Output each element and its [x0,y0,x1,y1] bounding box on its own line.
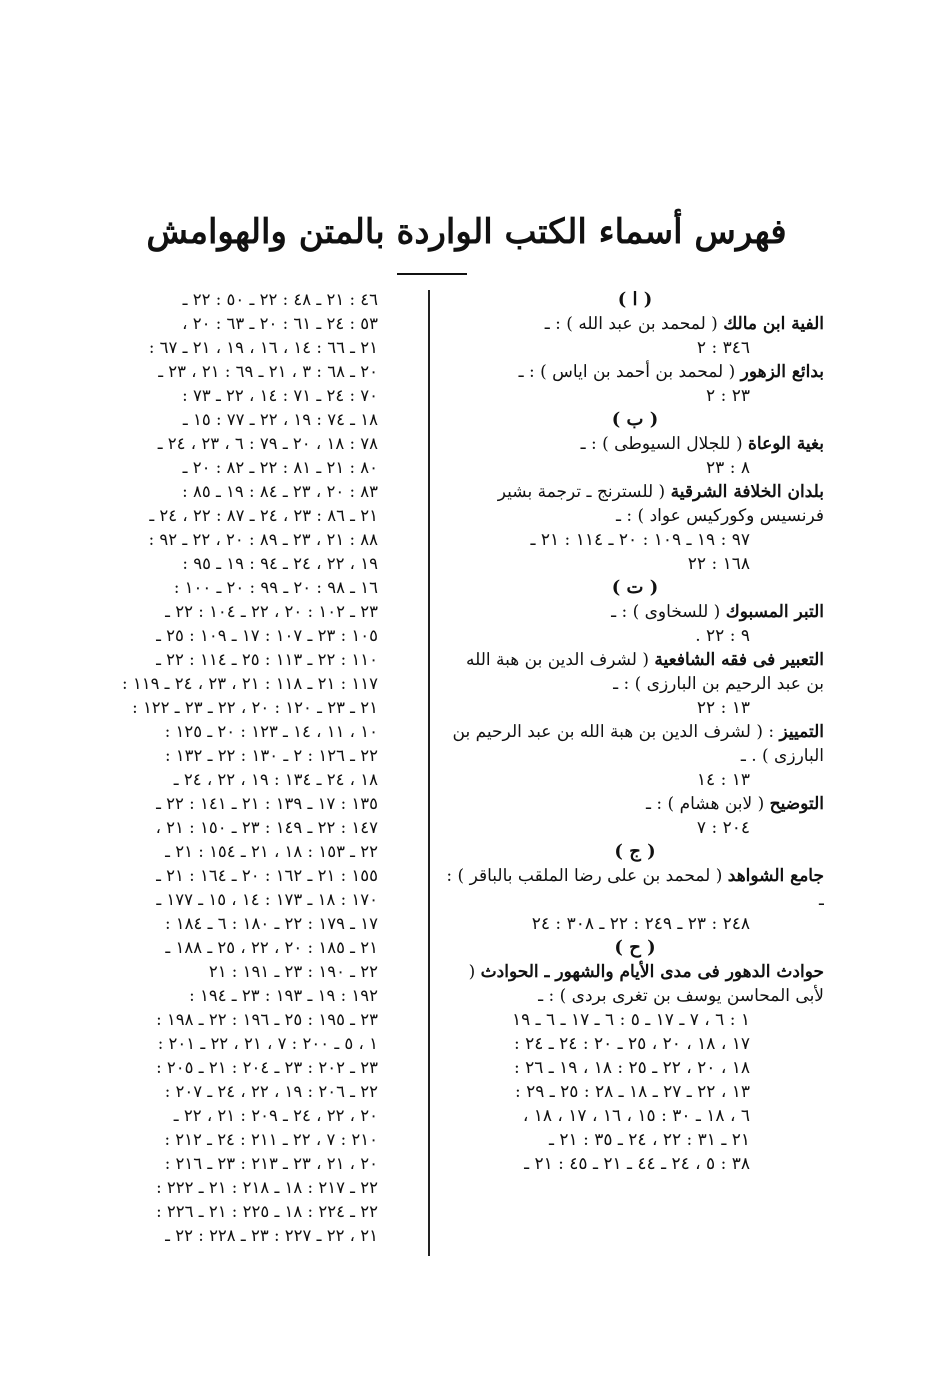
page-references: ١٣ ، ٢٢ ـ ٢٧ ـ ١٨ ـ ٢٨ : ٢٥ ـ ٢٩ : [514,1082,750,1102]
page-references: ٢٤٨ : ٢٣ ـ ٢٤٩ : ٢٢ ـ ٣٠٨ : ٢٤ [531,914,750,934]
section-letter: ( ب ) [611,409,659,430]
page-reference-line: ١٣٥ : ١٧ ـ ١٣٩ : ٢١ ـ ١٤١ : ٢٢ ـ [156,794,378,813]
page-references: ٢٣ : ٢ [706,386,750,406]
page-references: ٢١ ـ ٣١ : ٢٢ ، ٢٤ ـ ٣٥ : ٢١ ـ [549,1130,750,1150]
page-reference-line: ٨٣ : ٢٠ ، ٢٣ ـ ٨٤ : ١٩ ـ ٨٥ : [182,482,378,501]
page-reference-line: ١٧٠ : ١٨ ـ ١٧٣ : ١٤ ، ١٥ ـ ١٧٧ ـ [156,890,378,909]
book-title: بلدان الخلافة الشرقية [670,482,824,502]
page-references: ٣٤٦ : ٢ [696,338,750,358]
book-entry [446,480,824,576]
page-reference-line: ١٨ ، ٢٤ ـ ١٣٤ : ١٩ ، ٢٢ ، ٢٤ ـ [173,770,378,789]
page-references: ٣٨ : ٥ ، ٢٤ ـ ٤٤ ـ ٢١ ـ ٤٥ : ٢١ ـ [524,1154,750,1174]
page-reference-line: ١٧ ـ ١٧٩ : ٢٢ ـ ١٨٠ : ٦ ـ ١٨٤ : [164,914,378,933]
page-reference-line: ١٠ ، ١١ ، ١٤ ـ ١٢٣ : ٢٠ ـ ١٢٥ : [164,722,378,741]
book-entry [446,600,824,648]
book-title: بدائع الزهور [740,362,824,382]
page-references: ٢٠٤ : ٧ [696,818,750,838]
book-title: حوادث الدهور فى مدى الأيام والشهور ـ الحوادث [480,962,824,982]
page-reference-line: ٢١ ـ ٦٦ : ١٤ ، ١٦ ، ١٩ ، ٢١ ـ ٦٧ : [148,338,378,357]
page-reference-line: ٧٨ : ١٨ ، ٢٠ ـ ٧٩ : ٦ ، ٢٣ ، ٢٤ ـ [157,434,378,453]
page-reference-line: ٢١ ـ ٨٦ : ٢٣ ، ٢٤ ـ ٨٧ : ٢٢ ، ٢٤ ـ [149,506,378,525]
page-reference-line: ٢٢ ـ ١٢٦ : ٢ ـ ١٣٠ : ٢٢ ـ ١٣٢ : [164,746,378,765]
right-column [446,288,824,1258]
book-author: : ( لشرف الدين بن هبة الله بن عبد الرحيم بن البارزى ) . ـ [452,722,824,766]
page-reference-line: ٨٠ : ٢١ ـ ٨١ : ٢٢ ـ ٨٢ : ٢٠ ـ [182,458,378,477]
book-author: ( لمحمد بن على رضا الملقب بالباقر ) : ـ [446,866,824,910]
book-author: ( لأبى المحاسن يوسف بن تغرى بردى ) : ـ [468,962,824,1006]
page-reference-line: ٢٠ ـ ٦٨ : ٣ ، ٢١ ـ ٦٩ : ٢١ ، ٢٣ ـ [158,362,378,381]
section-letter: ( ا ) [617,289,653,310]
page-reference-line: ١٨ ـ ٧٤ : ١٩ ، ٢٢ ـ ٧٧ : ١٥ ـ [182,410,378,429]
book-entry [446,432,824,480]
page-reference-line: ٨٨ : ٢١ ، ٢٣ ـ ٨٩ : ٢٠ ، ٢٢ ـ ٩٢ : [148,530,378,549]
book-title: التعبير فى فقه الشافعية [654,650,824,670]
page-references: ٨ : ٢٣ [706,458,750,478]
page-reference-line: ١١٠ : ٢٢ ـ ١١٣ : ٢٥ ـ ١١٤ : ٢٢ ـ [156,650,378,669]
book-entry [446,360,824,408]
page-reference-line: ٢٠ ، ٢١ ، ٢٣ ـ ٢١٣ : ٢٣ ـ ٢١٦ : [164,1154,378,1173]
book-entry [446,864,824,936]
book-title: التمييز [779,722,824,742]
section-letter: ( ت ) [611,577,659,598]
page-references: ١٦٨ : ٢٢ [687,554,750,574]
page-reference-line: ٢٢ ـ ٢١٧ : ١٨ ـ ٢١٨ : ٢١ ـ ٢٢٢ : [156,1178,378,1197]
book-author: ( لشرف الدين بن هبة الله بن عبد الرحيم بن البارزى ) : ـ [465,650,824,694]
page-reference-line: ٢١ ـ ١٨٥ : ٢٠ ، ٢٢ ، ٢٥ ـ ١٨٨ ـ [165,938,378,957]
page-reference-line: ١٥٥ : ٢١ ـ ١٦٢ : ٢٠ ـ ١٦٤ : ٢١ ـ [156,866,378,885]
page-reference-line: ٤٦ : ٢١ ـ ٤٨ : ٢٢ ـ ٥٠ : ٢٢ ـ [182,290,378,309]
book-author: ( لمحمد بن أحمد بن اياس ) : ـ [518,362,741,382]
page-references: ٩ : ٢٢ . [695,626,750,646]
page-title: فهرس أسماء الكتب الواردة بالمتن والهوامش [146,212,787,252]
page-references: ١ : ٦ ، ٧ ـ ١٧ ـ ٥ : ٦ ـ ١٧ ـ ٦ ـ ١٩ [511,1010,750,1030]
page-reference-line: ٢٢ ـ ٢٠٦ : ١٩ ، ٢٢ ، ٢٤ ـ ٢٠٧ : [164,1082,378,1101]
page-references: ١٣ : ٢٢ [696,698,750,718]
left-column [38,288,378,1258]
page-reference-line: ٢٢ ـ ٢٢٤ : ١٨ ـ ٢٢٥ : ٢١ ـ ٢٢٦ : [156,1202,378,1221]
page-reference-line: ١٠٥ : ٢٣ ـ ١٠٧ : ١٧ ـ ١٠٩ : ٢٥ ـ [156,626,378,645]
page-reference-line: ٢١ ـ ٢٣ ـ ١٢٠ : ٢٠ ، ٢٢ ـ ٢٣ ـ ١٢٢ : [132,698,378,717]
section-letter: ( ج ) [614,841,656,862]
book-author: ( للسترنج ـ ترجمة بشير فرنسيس وكوركيس عواد ) : ـ [497,482,824,526]
page-reference-line: ١ ، ٥ ـ ٢٠٠ : ٧ ، ٢١ ، ٢٢ ـ ٢٠١ : [157,1034,378,1053]
section-letter: ( ح ) [614,937,656,958]
page-reference-line: ٢٣ ـ ١٠٢ : ٢٠ ، ٢٢ ـ ١٠٤ : ٢٢ ـ [165,602,378,621]
page-reference-line: ١٩٢ : ١٩ ـ ١٩٣ : ٢٣ ـ ١٩٤ : [189,986,378,1005]
page-reference-line: ٧٠ : ٢٤ ـ ٧١ : ١٤ ، ٢٢ ـ ٧٣ : [182,386,378,405]
page-references: ١٣ : ١٤ [696,770,750,790]
book-author: ( للجلال السيوطى ) : ـ [580,434,748,454]
page-references: ٩٧ : ١٩ ـ ١٠٩ : ٢٠ ـ ١١٤ : ٢١ ـ [530,530,750,550]
page-reference-line: ٢٣ ـ ٢٠٢ : ٢٣ ـ ٢٠٤ : ٢١ ـ ٢٠٥ : [156,1058,378,1077]
book-entry [446,720,824,792]
page-reference-line: ٢٢ ـ ١٩٠ : ٢٣ ـ ١٩١ : ٢١ [208,962,378,981]
page-reference-line: ٥٣ : ٢٤ ـ ٦١ : ٢٠ ـ ٦٣ : ٢٠ ، [182,314,378,333]
book-title: جامع الشواهد [727,866,824,886]
page-reference-line: ٢١ ، ٢٢ ـ ٢٢٧ : ٢٣ ـ ٢٢٨ : ٢٢ ـ [165,1226,378,1245]
title-underline [397,273,467,275]
book-title: التبر المسبوك [725,602,824,622]
book-author: ( لمحمد بن عبد الله ) : ـ [544,314,724,334]
book-title: الفية ابن مالك [723,314,824,334]
book-author: ( للسخاوى ) : ـ [611,602,726,622]
page-reference-line: ٢٣ ـ ١٩٥ : ٢٥ ـ ١٩٦ : ٢٢ ـ ١٩٨ : [156,1010,378,1029]
book-entry [446,648,824,720]
book-author: ( لابن هشام ) : ـ [646,794,770,814]
page-reference-line: ٢١٠ : ٧ ، ٢٢ ـ ٢١١ : ٢٤ ـ ٢١٢ : [164,1130,378,1149]
page-reference-line: ١٩ ، ٢٢ ، ٢٤ ـ ٩٤ : ١٩ ـ ٩٥ : [182,554,378,573]
page-references: ٦ ، ١٨ ـ ٣٠ : ١٥ ، ١٦ ، ١٧ ، ١٨ ، [522,1106,750,1126]
page-reference-line: ٢٠ ، ٢٢ ، ٢٤ ـ ٢٠٩ : ٢١ ، ٢٢ ـ [173,1106,378,1125]
page-reference-line: ١٤٧ : ٢٢ ـ ١٤٩ : ٢٣ ـ ١٥٠ : ٢١ ، [155,818,378,837]
page-references: ١٧ ، ١٨ ، ٢٠ ، ٢٥ ـ ٢٠ : ٢٤ ـ ٢٤ : [513,1034,750,1054]
column-divider [428,290,430,1256]
page-references: ١٨ ، ٢٠ ، ٢٢ ـ ٢٥ : ١٨ ، ١٩ ـ ٢٦ : [513,1058,750,1078]
book-entry [446,312,824,360]
book-entry [446,792,824,840]
book-title: بغية الوعاة [747,434,824,454]
page-reference-line: ١١٧ : ٢١ ـ ١١٨ : ٢١ ، ٢٣ ، ٢٤ ـ ١١٩ : [122,674,378,693]
book-title: التوضيح [769,794,824,814]
book-entry [446,960,824,1176]
page-reference-line: ٢٢ ـ ١٥٣ : ١٨ ، ٢١ ـ ١٥٤ : ٢١ ـ [165,842,378,861]
page-reference-line: ١٦ ـ ٩٨ : ٢٠ ـ ٩٩ : ٢٠ ـ ١٠٠ : [173,578,378,597]
